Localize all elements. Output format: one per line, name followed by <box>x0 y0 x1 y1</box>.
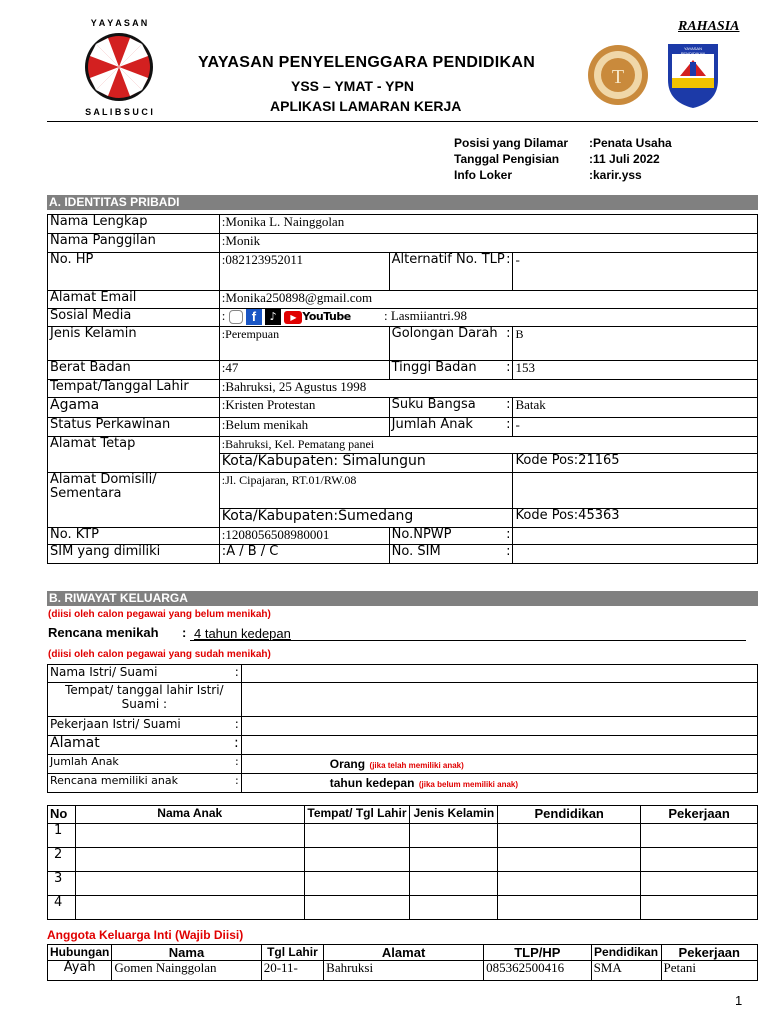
section-a-title: A. IDENTITAS PRIBADI <box>47 195 758 210</box>
field-label: No. HP <box>48 253 220 291</box>
table-row <box>48 545 758 564</box>
shield-logo-text: YAYASAN PENDIDIKAN <box>680 46 706 56</box>
jumlah-anak-field[interactable]: - <box>513 418 758 437</box>
table-row <box>48 215 758 234</box>
cell[interactable] <box>498 896 641 920</box>
cell[interactable]: SMA <box>591 961 661 981</box>
col-header: Pendidikan <box>591 945 661 961</box>
table-header-row <box>48 945 758 961</box>
field-label: SIM yang dimiliki <box>48 545 220 564</box>
col-header: Alamat <box>324 945 484 961</box>
family-table <box>47 944 758 981</box>
npwp-field[interactable] <box>513 528 758 545</box>
cell[interactable] <box>410 872 498 896</box>
cell[interactable] <box>410 896 498 920</box>
confidential-label: RAHASIA <box>678 19 740 34</box>
table-row <box>48 528 758 545</box>
seal-logo <box>587 43 649 107</box>
nama-lengkap-field[interactable]: :Monika L. Nainggolan <box>219 215 757 234</box>
email-field[interactable]: :Monika250898@gmail.com <box>219 291 757 309</box>
kodepos-field[interactable]: Kode Pos:21165 <box>513 454 758 473</box>
spouse-label: Tempat/ tanggal lahir Istri/ Suami : <box>48 683 242 717</box>
field-label: Jumlah Anak : <box>389 418 513 437</box>
section-b-title: B. RIWAYAT KELUARGA <box>47 591 758 606</box>
facebook-icon: f <box>246 309 262 325</box>
cell[interactable] <box>75 896 304 920</box>
info-row <box>454 151 672 167</box>
table-row <box>48 872 758 896</box>
table-header-row <box>48 806 758 824</box>
gol-darah-field[interactable]: B <box>513 327 758 361</box>
field-label: Tempat/Tanggal Lahir <box>48 380 220 398</box>
page-subtitle: YSS – YMAT - YPN <box>291 78 414 94</box>
kota-domisili-field[interactable]: Kota/Kabupaten:Sumedang <box>219 509 513 528</box>
field-label: Alamat Domisili/ Sementara <box>48 473 220 528</box>
row-number: 1 <box>48 824 76 848</box>
cell[interactable]: Bahruksi <box>324 961 484 981</box>
sim-field[interactable]: :A / B / C <box>219 545 389 564</box>
kota-field[interactable]: Kota/Kabupaten: Simalungun <box>219 454 513 473</box>
spouse-label: Jumlah Anak : <box>48 755 242 774</box>
rencana-colon: : <box>182 625 187 640</box>
svg-text:Y A Y A S A N: Y A Y A S A N <box>90 18 148 28</box>
note-unmarried: (diisi oleh calon pegawai yang belum menikah) <box>48 609 271 620</box>
tinggi-field[interactable]: 153 <box>513 361 758 380</box>
cell[interactable] <box>498 824 641 848</box>
col-header: No <box>48 806 76 824</box>
no-hp-field[interactable]: :082123952011 <box>219 253 389 291</box>
col-header: Tempat/ Tgl Lahir <box>304 806 410 824</box>
field-label: Tinggi Badan : <box>389 361 513 380</box>
nama-panggilan-field[interactable]: :Monik <box>219 234 757 253</box>
table-row <box>48 327 758 361</box>
table-row <box>48 736 758 755</box>
cell[interactable]: Gomen Nainggolan <box>112 961 261 981</box>
status-field[interactable]: :Belum menikah <box>219 418 389 437</box>
cell[interactable] <box>641 896 758 920</box>
spouse-field[interactable] <box>241 736 757 755</box>
cell[interactable] <box>641 824 758 848</box>
spouse-field[interactable] <box>241 774 757 793</box>
identity-table <box>47 214 758 564</box>
svg-text:S A L I B S U C I: S A L I B S U C I <box>85 107 153 117</box>
kodepos-domisili-field[interactable]: Kode Pos:45363 <box>513 509 758 528</box>
cell[interactable] <box>75 872 304 896</box>
cell[interactable] <box>75 848 304 872</box>
cell[interactable] <box>304 824 410 848</box>
col-header: Hubungan <box>48 945 112 961</box>
instagram-icon <box>229 310 243 324</box>
children-table <box>47 805 758 920</box>
info-row <box>454 167 672 183</box>
table-row <box>48 755 758 774</box>
field-label: Nama Lengkap <box>48 215 220 234</box>
spouse-field[interactable] <box>241 665 757 683</box>
cell[interactable]: 20-11- <box>261 961 323 981</box>
info-label: Tanggal Pengisian <box>454 152 560 166</box>
alt-tlp-field[interactable]: - <box>513 253 758 291</box>
info-value: :karir.yss <box>589 168 642 182</box>
field-label: Golongan Darah : <box>389 327 513 361</box>
cell[interactable]: Petani <box>661 961 757 981</box>
no-sim-field[interactable] <box>513 545 758 564</box>
table-row <box>48 717 758 736</box>
col-header: Nama <box>112 945 261 961</box>
info-label: Info Loker <box>454 168 513 182</box>
cell[interactable] <box>304 848 410 872</box>
table-row <box>48 473 758 509</box>
table-row <box>48 665 758 683</box>
table-row <box>48 309 758 327</box>
spouse-label: Nama Istri/ Suami : <box>48 665 242 683</box>
col-header: Pekerjaan <box>661 945 757 961</box>
field-label: Berat Badan <box>48 361 220 380</box>
field-label: Agama <box>48 398 220 418</box>
rencana-input[interactable] <box>190 625 746 641</box>
ttl-field[interactable]: :Bahruksi, 25 Agustus 1998 <box>219 380 757 398</box>
info-block <box>454 135 672 183</box>
youtube-label: YouTube <box>302 310 351 323</box>
field-label: No.NPWP : <box>389 528 513 545</box>
field-label: Jenis Kelamin <box>48 327 220 361</box>
youtube-icon: ▶ <box>284 311 302 324</box>
field-label: Alamat Email <box>48 291 220 309</box>
form-title: APLIKASI LAMARAN KERJA <box>270 98 462 114</box>
table-row <box>48 848 758 872</box>
spouse-field[interactable] <box>241 755 757 774</box>
jenis-kelamin-field[interactable]: :Perempuan <box>219 327 389 361</box>
table-row <box>48 234 758 253</box>
yayasan-logo <box>66 14 172 120</box>
spouse-extra: tahun kedepan <box>329 776 415 790</box>
cell[interactable]: 085362500416 <box>484 961 592 981</box>
col-header: Nama Anak <box>75 806 304 824</box>
col-header: Tgl Lahir <box>261 945 323 961</box>
cell[interactable] <box>75 824 304 848</box>
cell[interactable] <box>304 872 410 896</box>
table-row <box>48 824 758 848</box>
field-label: No. KTP <box>48 528 220 545</box>
svg-text:T: T <box>611 66 625 88</box>
berat-field[interactable]: :47 <box>219 361 389 380</box>
spouse-label: Alamat : <box>48 736 242 755</box>
agama-field[interactable]: :Kristen Protestan <box>219 398 389 418</box>
col-header: Jenis Kelamin <box>410 806 498 824</box>
cell[interactable]: Ayah <box>48 961 112 981</box>
spouse-extra: Orang <box>329 757 366 771</box>
cell[interactable] <box>498 872 641 896</box>
alamat-tetap-field[interactable]: :Bahruksi, Kel. Pematang panei <box>219 437 757 454</box>
table-row <box>48 896 758 920</box>
table-row <box>48 291 758 309</box>
table-row <box>48 437 758 454</box>
cell[interactable] <box>498 848 641 872</box>
spouse-label: Pekerjaan Istri/ Suami : <box>48 717 242 736</box>
field-label: Status Perkawinan <box>48 418 220 437</box>
field-label: No. SIM : <box>389 545 513 564</box>
spouse-label: Rencana memiliki anak : <box>48 774 242 793</box>
table-row <box>48 380 758 398</box>
table-row <box>48 361 758 380</box>
spouse-field[interactable] <box>241 717 757 736</box>
family-title: Anggota Keluarga Inti (Wajib Diisi) <box>47 928 244 942</box>
field-label: Nama Panggilan <box>48 234 220 253</box>
cell[interactable] <box>410 848 498 872</box>
field-label: Alternatif No. TLP : <box>389 253 513 291</box>
spouse-table <box>47 664 758 793</box>
shield-logo <box>666 40 720 110</box>
row-number: 4 <box>48 896 76 920</box>
header-rule <box>47 121 758 122</box>
table-row <box>48 961 758 981</box>
table-row <box>48 683 758 717</box>
field-label: Alamat Tetap <box>48 437 220 473</box>
alamat-domisili-field[interactable]: :Jl. Cipajaran, RT.01/RW.08 <box>219 473 513 509</box>
field-label: Suku Bangsa : <box>389 398 513 418</box>
col-header: TLP/HP <box>484 945 592 961</box>
info-value: :Penata Usaha <box>589 136 672 150</box>
table-row <box>48 774 758 793</box>
ktp-field[interactable]: :1208056508980001 <box>219 528 389 545</box>
info-row <box>454 135 672 151</box>
cell[interactable] <box>641 848 758 872</box>
row-number: 2 <box>48 848 76 872</box>
cell[interactable] <box>410 824 498 848</box>
spouse-note: (jika telah memiliki anak) <box>369 761 464 770</box>
table-row <box>48 398 758 418</box>
page-number: 1 <box>735 993 743 1008</box>
suku-field[interactable]: Batak <box>513 398 758 418</box>
table-row <box>48 253 758 291</box>
row-number: 3 <box>48 872 76 896</box>
cell[interactable] <box>641 872 758 896</box>
page-title: YAYASAN PENYELENGGARA PENDIDIKAN <box>198 54 536 71</box>
rencana-label: Rencana menikah <box>48 625 159 640</box>
tiktok-icon: ♪ <box>265 309 281 325</box>
info-label: Posisi yang Dilamar <box>454 136 569 150</box>
field-label: Sosial Media <box>48 309 220 327</box>
info-value: :11 Juli 2022 <box>589 152 660 166</box>
note-married: (diisi oleh calon pegawai yang sudah menikah) <box>48 649 271 660</box>
col-header: Pekerjaan <box>641 806 758 824</box>
social-media-field[interactable]: : f ♪ ▶ YouTube : Lasmiiantri.98 <box>219 309 757 327</box>
spouse-note: (jika belum memiliki anak) <box>418 780 519 789</box>
cell[interactable] <box>304 896 410 920</box>
social-handle: : Lasmiiantri.98 <box>383 308 468 323</box>
empty-cell[interactable] <box>513 473 758 509</box>
rencana-value: 4 tahun kedepan <box>194 626 291 641</box>
spouse-field[interactable] <box>241 683 757 717</box>
table-row <box>48 418 758 437</box>
col-header: Pendidikan <box>498 806 641 824</box>
